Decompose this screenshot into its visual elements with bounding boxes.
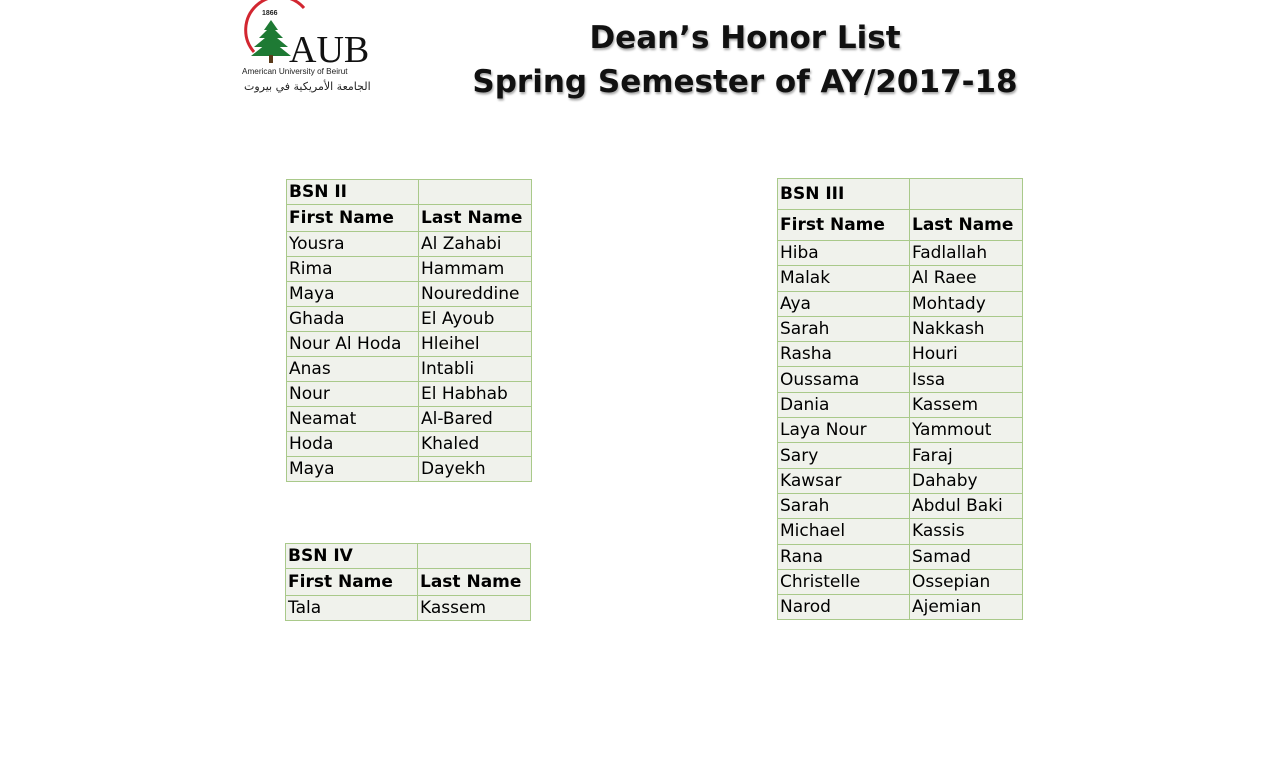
column-header-first-name: First Name [286, 569, 418, 596]
table-row [778, 316, 1023, 341]
logo-english-name: American University of Beirut [242, 67, 348, 76]
last-name-cell: Samad [910, 544, 1023, 569]
first-name-cell: Aya [778, 291, 910, 316]
first-name-cell: Rana [778, 544, 910, 569]
table-row [778, 493, 1023, 518]
last-name-cell: Kassis [910, 519, 1023, 544]
last-name-cell: Nakkash [910, 316, 1023, 341]
table-row [778, 342, 1023, 367]
table-row [778, 544, 1023, 569]
table-row [287, 332, 532, 357]
bsn3-table [777, 178, 1023, 620]
table-row [778, 291, 1023, 316]
table-name: BSN IV [286, 544, 418, 569]
column-header-last-name: Last Name [910, 210, 1023, 241]
first-name-cell: Michael [778, 519, 910, 544]
table-row [287, 357, 532, 382]
table-row [778, 266, 1023, 291]
table-row [287, 307, 532, 332]
table-row [778, 468, 1023, 493]
last-name-cell: Al Zahabi [419, 232, 532, 257]
last-name-cell: Intabli [419, 357, 532, 382]
first-name-cell: Christelle [778, 569, 910, 594]
table-row [287, 382, 532, 407]
last-name-cell: Hammam [419, 257, 532, 282]
last-name-cell: Fadlallah [910, 241, 1023, 266]
table-row [778, 241, 1023, 266]
table-row [287, 257, 532, 282]
first-name-cell: Rima [287, 257, 419, 282]
first-name-cell: Ghada [287, 307, 419, 332]
first-name-cell: Nour [287, 382, 419, 407]
column-header-last-name: Last Name [418, 569, 531, 596]
first-name-cell: Dania [778, 392, 910, 417]
table-row [287, 457, 532, 482]
bsn2-table [286, 179, 532, 482]
last-name-cell: Hleihel [419, 332, 532, 357]
first-name-cell: Kawsar [778, 468, 910, 493]
first-name-cell: Sarah [778, 316, 910, 341]
first-name-cell: Malak [778, 266, 910, 291]
table-row [778, 519, 1023, 544]
last-name-cell: Yammout [910, 418, 1023, 443]
table-row [287, 232, 532, 257]
first-name-cell: Sary [778, 443, 910, 468]
last-name-cell: Houri [910, 342, 1023, 367]
first-name-cell: Yousra [287, 232, 419, 257]
column-header-first-name: First Name [778, 210, 910, 241]
last-name-cell: Mohtady [910, 291, 1023, 316]
table-row [778, 595, 1023, 620]
first-name-cell: Tala [286, 596, 418, 621]
last-name-cell: Noureddine [419, 282, 532, 307]
last-name-cell: Issa [910, 367, 1023, 392]
first-name-cell: Sarah [778, 493, 910, 518]
last-name-cell: Dayekh [419, 457, 532, 482]
first-name-cell: Narod [778, 595, 910, 620]
last-name-cell: Abdul Baki [910, 493, 1023, 518]
first-name-cell: Laya Nour [778, 418, 910, 443]
first-name-cell: Hoda [287, 432, 419, 457]
table-row [778, 569, 1023, 594]
last-name-cell: Ossepian [910, 569, 1023, 594]
table-row [286, 596, 531, 621]
last-name-cell: Faraj [910, 443, 1023, 468]
last-name-cell: El Ayoub [419, 307, 532, 332]
last-name-cell: Dahaby [910, 468, 1023, 493]
first-name-cell: Hiba [778, 241, 910, 266]
page-subtitle: Spring Semester of AY/2017-18 [472, 64, 1018, 100]
table-row [778, 418, 1023, 443]
page-title: Dean’s Honor List [589, 20, 901, 56]
last-name-cell: El Habhab [419, 382, 532, 407]
table-name: BSN III [778, 179, 910, 210]
table-row [287, 282, 532, 307]
first-name-cell: Nour Al Hoda [287, 332, 419, 357]
column-header-first-name: First Name [287, 205, 419, 232]
first-name-cell: Oussama [778, 367, 910, 392]
logo-abbr: AUB [289, 29, 370, 71]
logo-arabic-name: الجامعة الأمريكية في بيروت [244, 80, 371, 93]
last-name-cell: Kassem [418, 596, 531, 621]
first-name-cell: Maya [287, 282, 419, 307]
column-header-last-name: Last Name [419, 205, 532, 232]
last-name-cell: Al-Bared [419, 407, 532, 432]
aub-logo [234, 0, 378, 100]
first-name-cell: Maya [287, 457, 419, 482]
logo-year: 1866 [262, 10, 278, 17]
table-row [287, 432, 532, 457]
table-row [778, 443, 1023, 468]
last-name-cell: Ajemian [910, 595, 1023, 620]
table-name: BSN II [287, 180, 419, 205]
bsn4-table [285, 543, 531, 621]
last-name-cell: Al Raee [910, 266, 1023, 291]
table-row [778, 392, 1023, 417]
last-name-cell: Kassem [910, 392, 1023, 417]
first-name-cell: Anas [287, 357, 419, 382]
last-name-cell: Khaled [419, 432, 532, 457]
first-name-cell: Neamat [287, 407, 419, 432]
table-row [287, 407, 532, 432]
table-row [778, 367, 1023, 392]
first-name-cell: Rasha [778, 342, 910, 367]
cedar-tree-icon [251, 20, 291, 63]
